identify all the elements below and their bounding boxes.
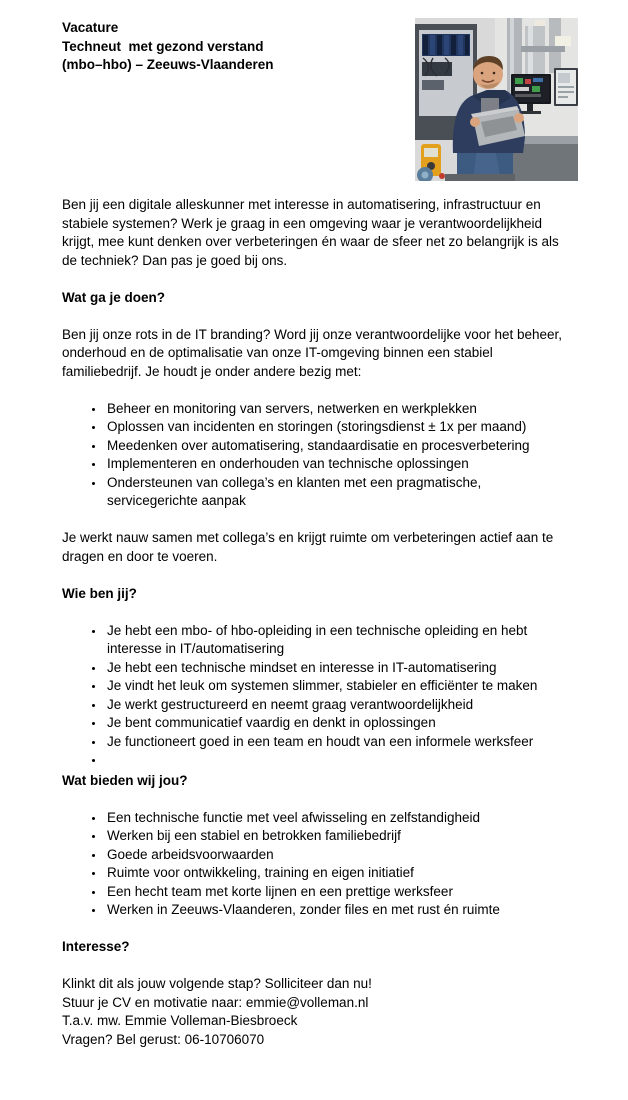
task-item: • Implementeren en onderhouden van technische oplossingen	[105, 455, 574, 474]
task-item: • Beheer en monitoring van servers, netwerken en werkplekken	[105, 400, 574, 419]
section-heading-who-are-you: Wie ben jij?	[62, 585, 137, 601]
task-item: • Oplossen van incidenten en storingen (storingsdienst ± 1x per maand)	[105, 418, 574, 437]
role-paragraph: Ben jij onze rots in de IT branding? Word jij onze verantwoordelijke voor het beheer, onderhoud en de optimalisatie van onze IT-omgeving binnen een stabiel familiebedrijf. Je houdt je onder andere bezig met:	[62, 326, 563, 379]
vacancy-title-line-1: Vacature	[62, 20, 119, 35]
offer-item: • Een technische functie met veel afwisseling en zelfstandigheid	[105, 809, 574, 828]
contact-block	[62, 975, 574, 1049]
offer-item: • Werken bij een stabiel en betrokken familiebedrijf	[105, 827, 574, 846]
vacancy-photo-illustration	[415, 18, 578, 181]
offer-item: • Werken in Zeeuws-Vlaanderen, zonder files en met rust én ruimte	[105, 901, 574, 920]
profile-list	[62, 622, 574, 770]
profile-item: • Je hebt een technische mindset en interesse in IT-automatisering	[105, 659, 574, 678]
offer-list	[62, 809, 574, 920]
contact-email-line: Stuur je CV en motivatie naar: emmie@volleman.nl	[62, 994, 369, 1010]
task-item: • Meedenken over automatisering, standaardisatie en procesverbetering	[105, 437, 574, 456]
contact-person-line: T.a.v. mw. Emmie Volleman-Biesbroeck	[62, 1013, 298, 1028]
contact-phone-line: Vragen? Bel gerust: 06-10706070	[62, 1031, 265, 1047]
profile-item: • Je hebt een mbo- of hbo-opleiding in een technische opleiding en hebt interesse in IT/automatisering	[105, 622, 574, 659]
offer-item: • Goede arbeidsvoorwaarden	[105, 846, 574, 865]
profile-item: • Je bent communicatief vaardig en denkt in oplossingen	[105, 714, 574, 733]
apply-call-to-action: Klinkt dit als jouw volgende stap? Solliciteer dan nu!	[62, 976, 372, 991]
task-item: • Ondersteunen van collega’s en klanten met een pragmatische, servicegerichte aanpak	[105, 474, 574, 511]
offer-item: • Een hecht team met korte lijnen en een prettige werksfeer	[105, 883, 574, 902]
profile-item-empty	[105, 751, 574, 770]
vacancy-title-line-2: Techneut met gezond verstand	[62, 38, 264, 54]
section-heading-what-we-offer: Wat bieden wij jou?	[62, 772, 188, 788]
offer-item: • Ruimte voor ontwikkeling, training en eigen initiatief	[105, 864, 574, 883]
profile-item: • Je vindt het leuk om systemen slimmer, stabieler en efficiënter te maken	[105, 677, 574, 696]
profile-item: • Je werkt gestructureerd en neemt graag verantwoordelijkheid	[105, 696, 574, 715]
vacancy-title	[62, 18, 274, 75]
intro-paragraph: Ben jij een digitale alleskunner met interesse in automatisering, infrastructuur en stabiele systemen? Werk je graag in een omgeving waar je verantwoordelijkheid krijgt, mee kunt denken over verbeteringen én waar de sfeer net zo belangrijk is als de techniek? Dan pas je goed bij ons.	[62, 197, 559, 268]
document-header	[62, 18, 574, 182]
vacancy-photo	[415, 18, 578, 181]
section-heading-what-you-do: Wat ga je doen?	[62, 289, 166, 305]
section-heading-interest: Interesse?	[62, 939, 130, 954]
profile-item: • Je functioneert goed in een team en houdt van een informele werksfeer	[105, 733, 574, 752]
vacancy-title-line-3: (mbo–hbo) – Zeeuws-Vlaanderen	[62, 57, 274, 72]
collaboration-paragraph: Je werkt nauw samen met collega’s en krijgt ruimte om verbeteringen actief aan te dragen en door te voeren.	[62, 530, 554, 564]
tasks-list	[62, 400, 574, 511]
